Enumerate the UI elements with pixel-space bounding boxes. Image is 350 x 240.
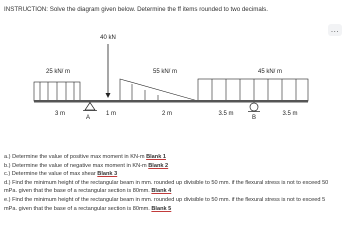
- blank-2-input[interactable]: Blank 2: [148, 162, 169, 169]
- question-d: d.) Find the minimum height of the rectangular beam in mm. rounded up divisible to 50 mm. if the flexural stress is not to exceed 50: [4, 179, 329, 186]
- udl-left: [34, 82, 80, 101]
- question-e: e.) Find the minimum height of the rectangular beam in mm. rounded up divisible to 50 mm. if the flexural stress is not to exceed 5: [4, 196, 326, 203]
- question-a: a.) Determine the value of positive max moment in KN-m Blank 1: [4, 154, 166, 160]
- span-label-2: 1 m: [105, 111, 117, 117]
- question-c: c.) Determine the value of max shear Blank 3: [4, 171, 118, 178]
- udl-right-label: 45 kN/ m: [257, 69, 283, 75]
- triangular-load-label: 55 kN/ m: [152, 69, 178, 75]
- blank-3-input[interactable]: Blank 3: [97, 171, 118, 178]
- blank-4-input[interactable]: Blank 4: [151, 188, 172, 195]
- question-b: b.) Determine the value of negative max moment in KN-m Blank 2: [4, 162, 169, 169]
- point-load-arrowhead: [106, 93, 111, 98]
- span-label-1: 3 m: [54, 111, 66, 117]
- more-icon: ...: [330, 25, 340, 34]
- udl-left-label: 25 kN/ m: [45, 69, 71, 75]
- beam: [34, 100, 308, 103]
- triangular-load: [120, 79, 198, 101]
- span-label-3: 2 m: [161, 111, 173, 117]
- point-load-label: 40 kN: [100, 35, 116, 41]
- instruction-text: INSTRUCTION: Solve the diagram given below. Determine the ff items rounded to two decimals.: [4, 6, 268, 13]
- support-a-label: A: [85, 115, 91, 121]
- question-d-cont: mPa. given that the base of a rectangular section is 80mm. Blank 4: [4, 188, 172, 195]
- udl-right: [198, 79, 308, 101]
- support-b-label: B: [251, 115, 257, 121]
- blank-1-input[interactable]: Blank 1: [146, 154, 166, 160]
- support-a: [83, 103, 97, 111]
- question-list: [4, 153, 348, 213]
- span-label-4: 3.5 m: [218, 111, 234, 117]
- span-label-5: 3.5 m: [282, 111, 298, 117]
- question-e-cont: mPa. given that the base of a rectangular section is 80mm. Blank 5: [4, 205, 172, 212]
- blank-5-input[interactable]: Blank 5: [151, 205, 172, 212]
- support-b: [248, 103, 260, 112]
